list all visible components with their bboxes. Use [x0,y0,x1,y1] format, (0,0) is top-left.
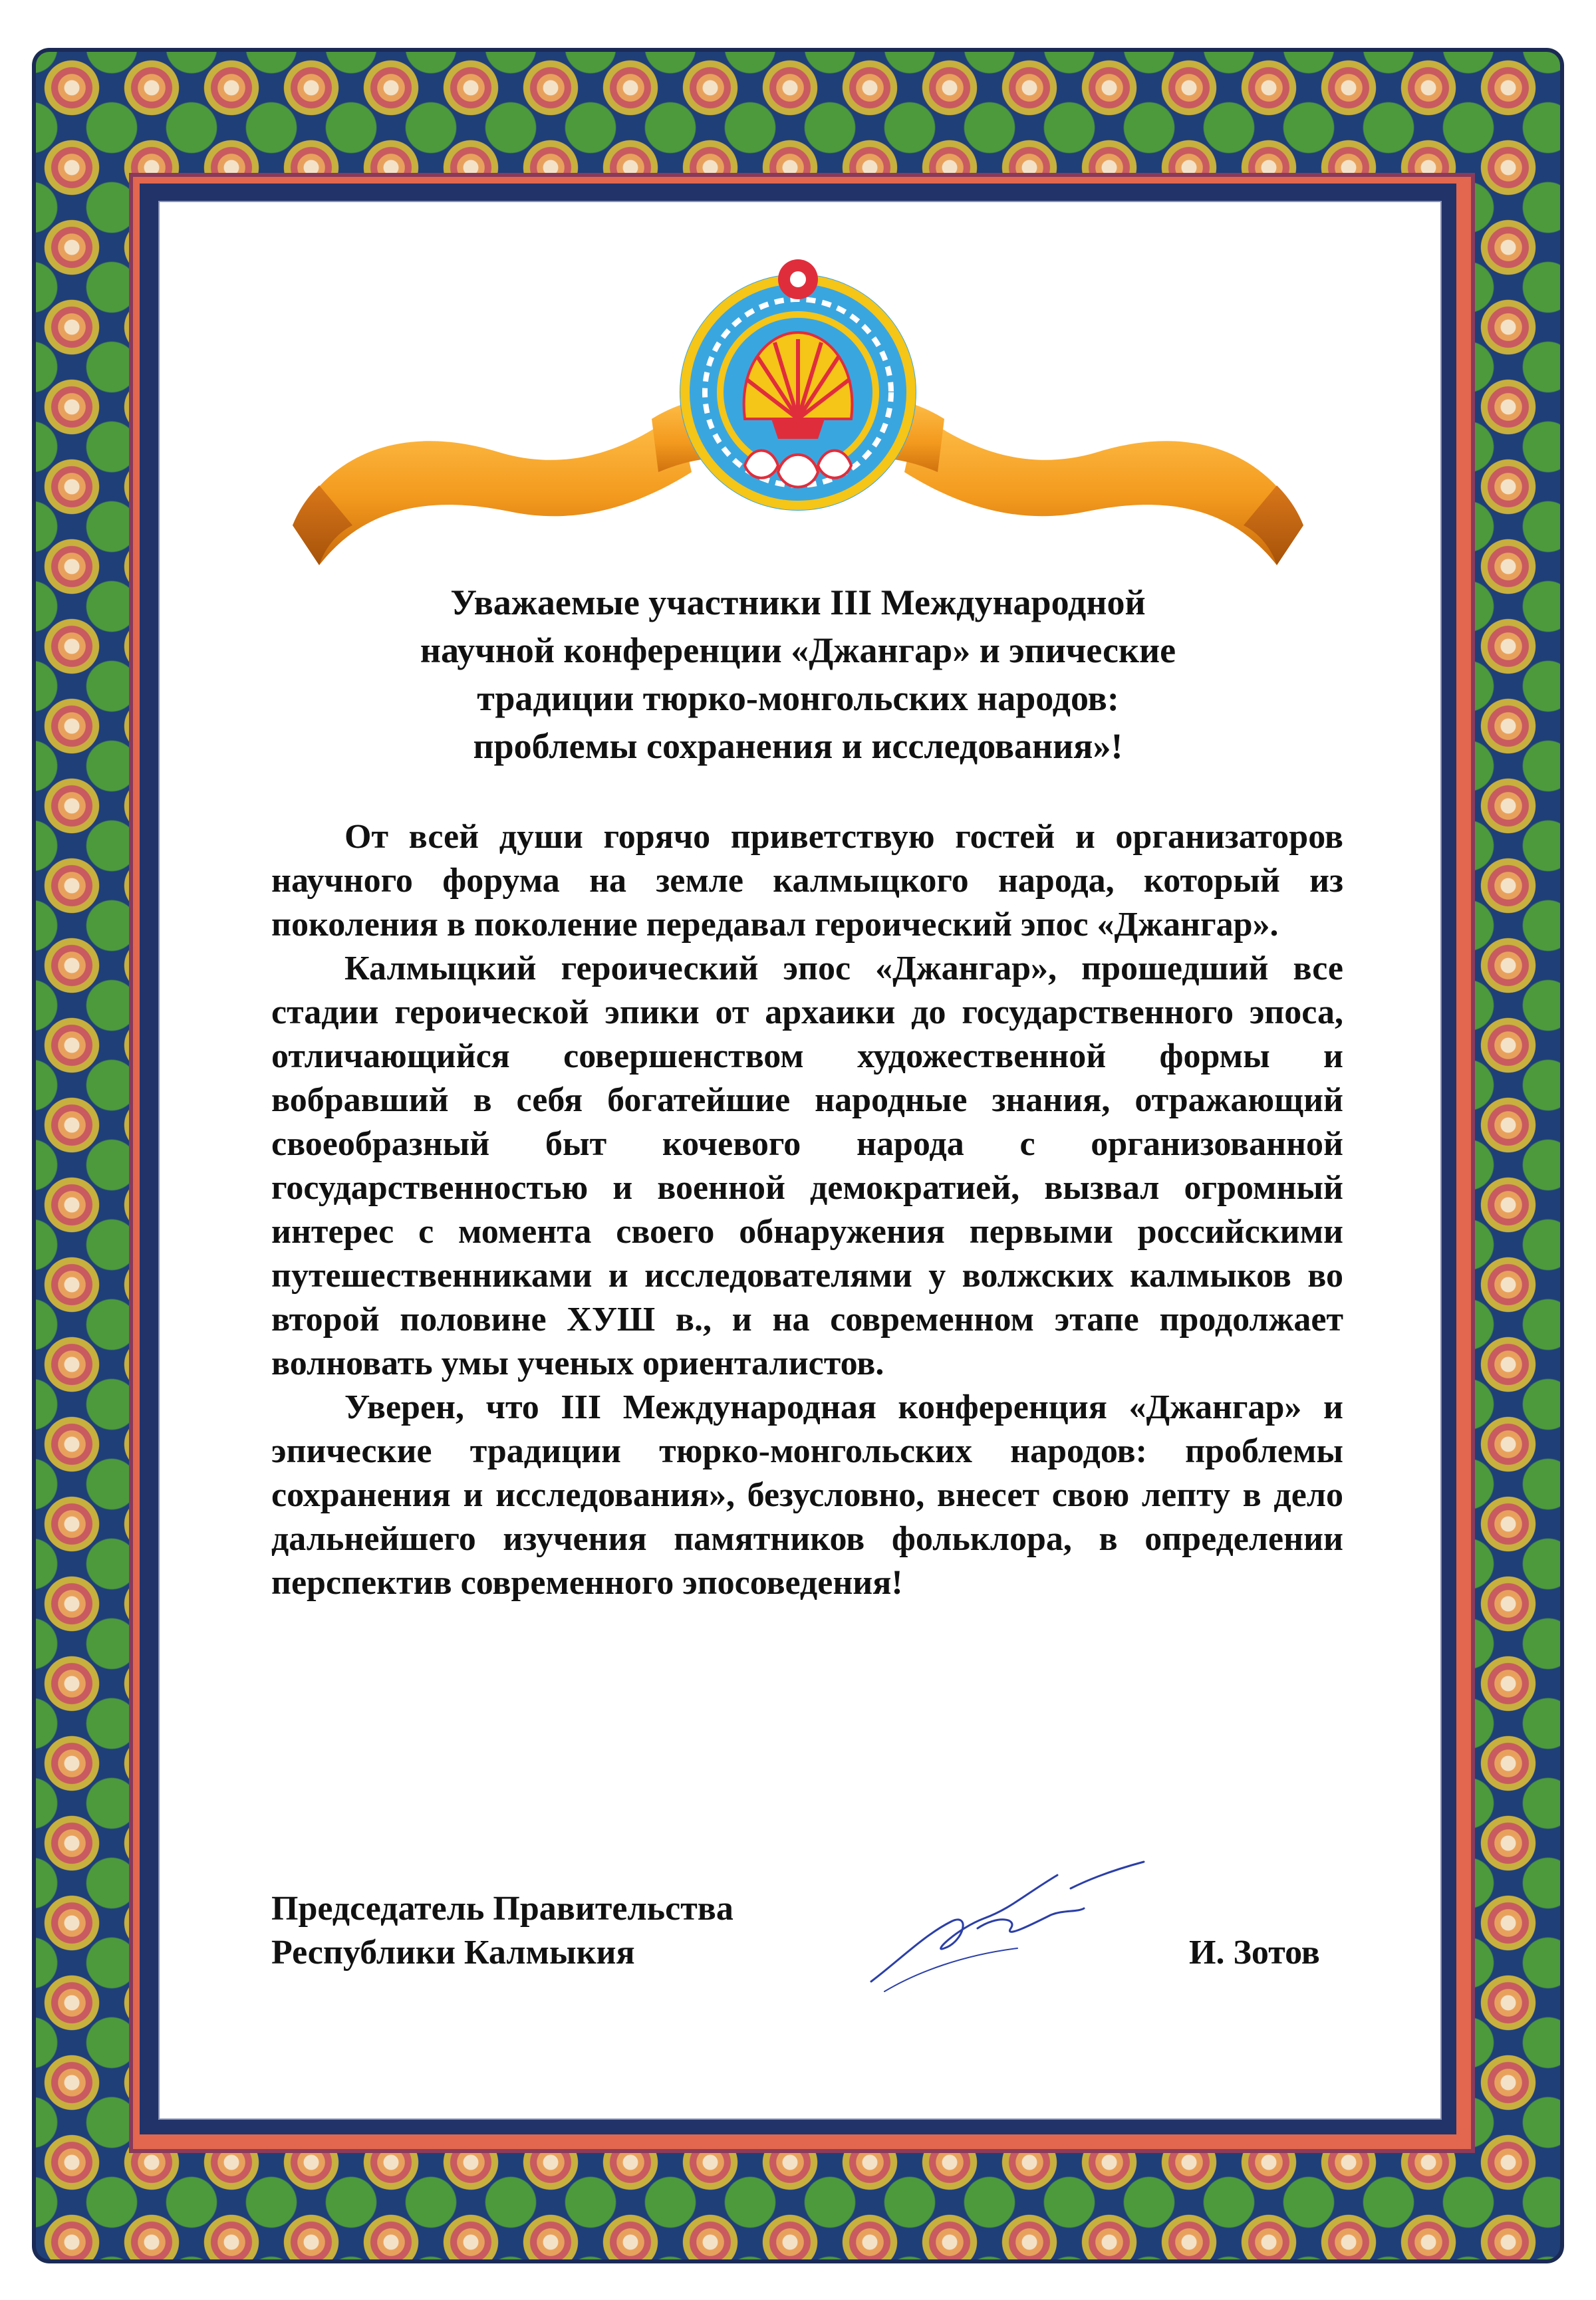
emblem-icon [279,253,1317,598]
letter-heading [200,578,1396,770]
signatory-title-line: Республики Калмыкия [271,1934,635,1972]
letter-body [271,815,1343,1605]
heading-line: научной конференции «Джангар» и эпические [420,630,1176,670]
paragraph-epic: Калмыцкий героический эпос «Джангар», прошедший все стадии героической эпики от архаики до государственного эпоса, отличающийся совершенством художественной формы и вобравший в себя богатейшие народные знания, отражающий своеобразный быт кочевого народа с организованной государственностью и военной демократией, вызвал огромный интерес с момента своего обнаружения первыми российскими путешественниками и исследователями у волжских калмыков во второй половине ХУШ в., и на современном этапе продолжает волновать умы ученых ориенталистов. [271,950,1343,1382]
heading-line: проблемы сохранения и исследования»! [473,726,1123,766]
paragraph-wishes: Уверен, что III Международная конференция «Джангар» и эпические традиции тюрко-монгольских народов: проблемы сохранения и исследования», безусловно, внесет свою лепту в дело дальнейшего изучения памятников фольклора, в определении перспектив современного эпосоведения! [271,1388,1343,1602]
ribbon-right [904,412,1303,565]
paragraph-greeting: От всей души горячо приветствую гостей и организаторов научного форума на земле калмыцкого народа, который из поколения в поколение передавал героический эпос «Джангар». [271,818,1343,944]
heading-line: традиции тюрко-монгольских народов: [477,678,1119,718]
heading-line: Уважаемые участники III Международной [450,582,1146,622]
kalmykia-emblem [279,253,1317,598]
signatory-title-line: Председатель Правительства [271,1890,733,1928]
signatory-name: И. Зотов [1189,1934,1320,1972]
signatory-title [271,1887,733,1975]
ribbon-left [293,412,692,565]
handwritten-signature [858,1849,1150,2008]
